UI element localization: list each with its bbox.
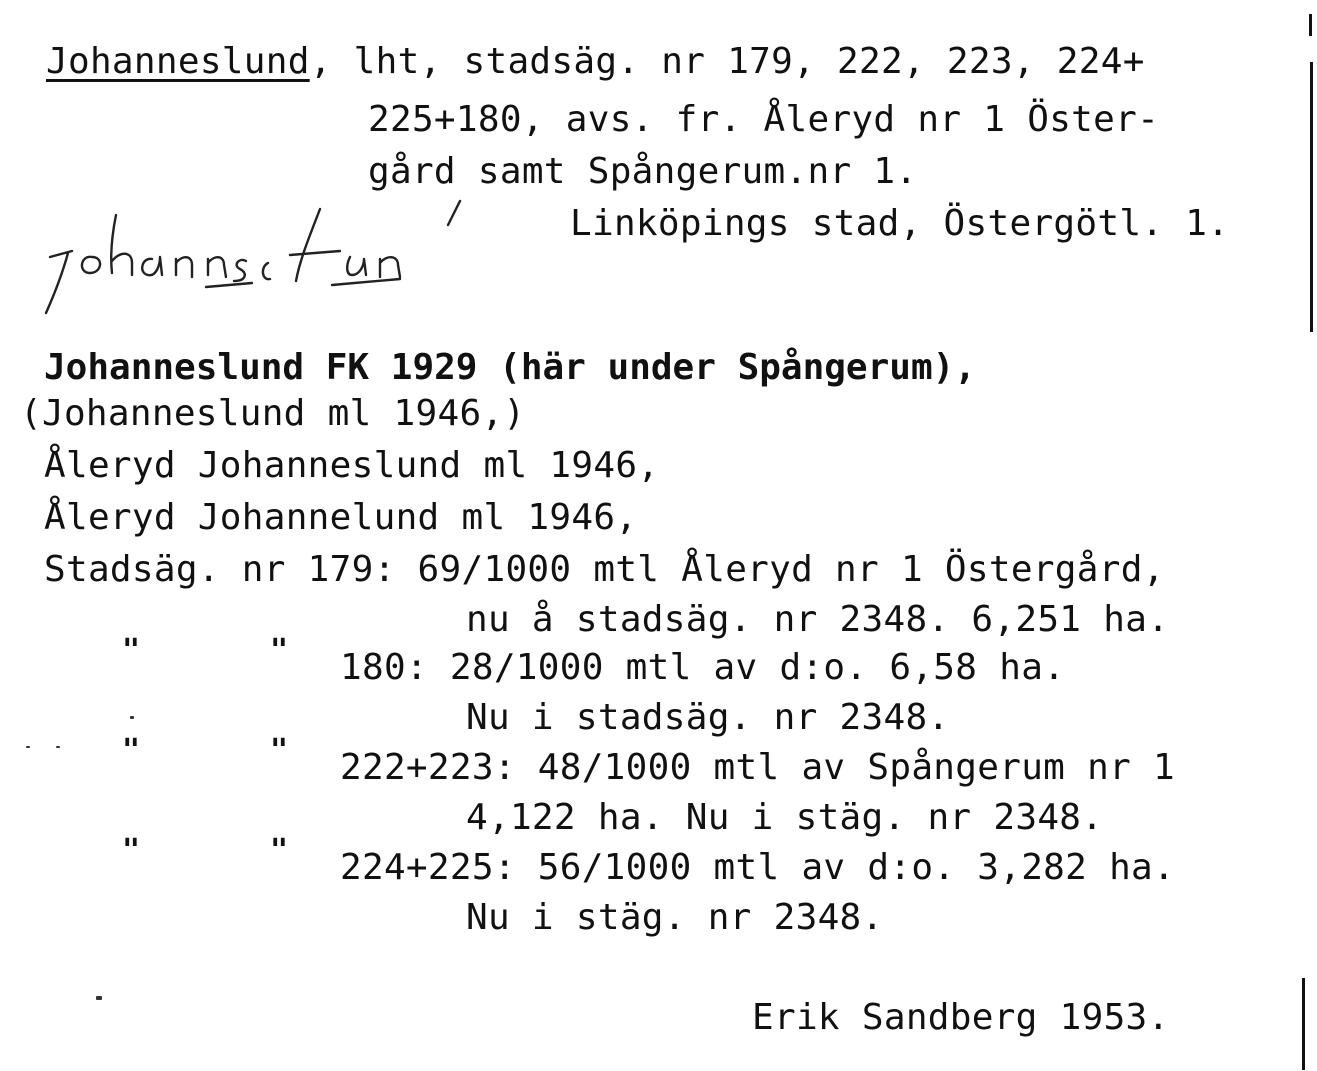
header-line-4: Linköpings stad, Östergötl. 1. <box>570 203 1230 244</box>
parcel-row-3-a: 222+223: 48/1000 mtl av Spångerum nr 1 <box>340 747 1176 788</box>
header-line-3: gård samt Spångerum.nr 1. <box>368 151 918 192</box>
place-name-underlined: Johanneslund <box>46 41 310 82</box>
parcel-row-3-b: 4,122 ha. Nu i stäg. nr 2348. <box>466 797 1104 838</box>
edge-rule <box>1309 14 1312 36</box>
header-line-2: 225+180, avs. fr. Åleryd nr 1 Öster- <box>368 99 1160 140</box>
ditto-mark: " <box>270 633 289 668</box>
ditto-mark: " <box>122 633 141 668</box>
parcel-row-1-b: nu å stadsäg. nr 2348. 6,251 ha. <box>466 599 1170 640</box>
ditto-mark: " <box>122 833 141 868</box>
ditto-mark: " <box>270 733 289 768</box>
parcel-row-1-a: Stadsäg. nr 179: 69/1000 mtl Åleryd nr 1 Östergård, <box>44 549 1165 590</box>
parcel-row-4-a: 224+225: 56/1000 mtl av d:o. 3,282 ha. <box>340 847 1176 888</box>
forms-line-3: Åleryd Johanneslund ml 1946, <box>44 445 660 486</box>
edge-rule <box>1310 62 1313 332</box>
ditto-mark: " <box>270 833 289 868</box>
scan-dot <box>26 746 30 748</box>
signature: Erik Sandberg 1953. <box>752 997 1170 1038</box>
handwritten-annotation <box>20 195 520 325</box>
header-line-1-rest: , lht, stadsäg. nr 179, 222, 223, 224+ <box>309 41 1145 82</box>
scan-dot <box>56 746 60 748</box>
header-line-1 <box>46 40 1145 84</box>
parcel-row-2-b: Nu i stadsäg. nr 2348. <box>466 697 950 738</box>
scan-dot <box>130 716 134 719</box>
forms-line-1: Johanneslund FK 1929 (här under Spångerum), <box>44 347 976 388</box>
scan-dot <box>96 996 102 1000</box>
edge-rule <box>1302 978 1305 1070</box>
parcel-row-4-b: Nu i stäg. nr 2348. <box>466 897 884 938</box>
forms-line-2: (Johanneslund ml 1946,) <box>20 393 526 434</box>
ditto-mark: " <box>122 733 141 768</box>
forms-line-4: Åleryd Johannelund ml 1946, <box>44 497 638 538</box>
parcel-row-2-a: 180: 28/1000 mtl av d:o. 6,58 ha. <box>340 647 1066 688</box>
